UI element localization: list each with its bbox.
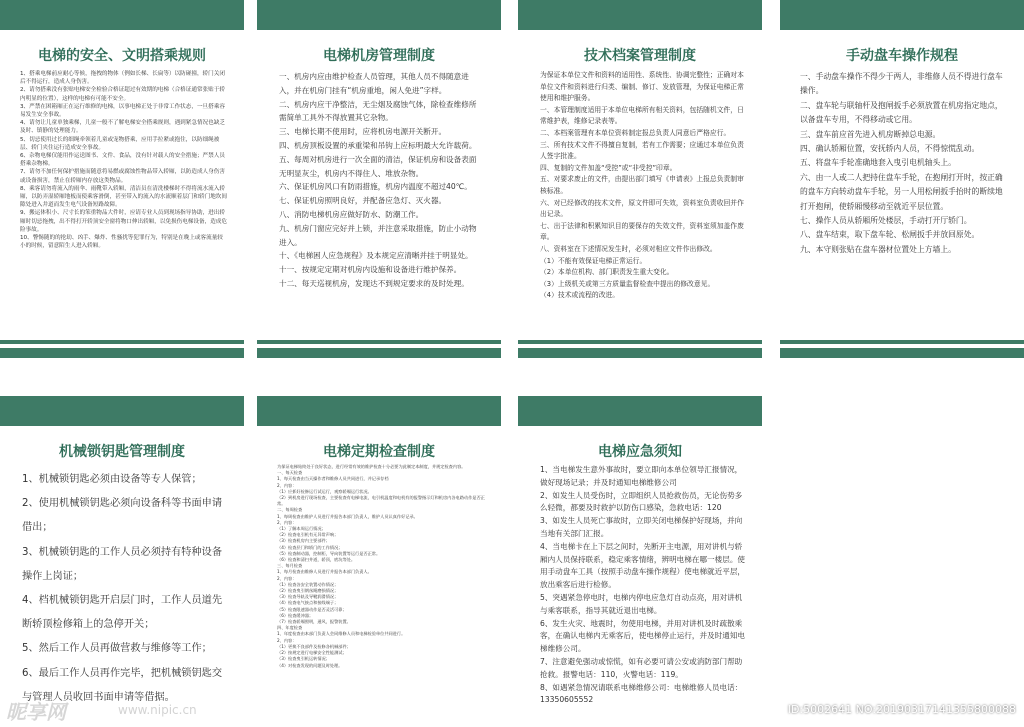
paragraph: 一、每天检查: [277, 470, 303, 476]
panel-header-bar: [780, 0, 1024, 30]
paragraph: 2、内容：: [277, 519, 297, 525]
paragraph: 6、杂物电梯仅能用作运送图书、文件、食品，没有针对载人的安全措施；严禁人员搭乘杂物梯。: [20, 153, 225, 168]
paragraph: 十一、按规定定期对机房内设施和设备进行维护保养。: [279, 265, 462, 275]
paragraph: 四、复制的文件加盖“受控”或“非受控”印章。: [540, 163, 677, 172]
paragraph: 1、每天检查由当天操作者和维修人员共同进行，并记录存档: [277, 476, 389, 482]
paragraph: 六、由一人或二人把持住盘车手轮，在抱闸打开时，按正确的盘车方向转动盘车手轮，另一人用松闸扳手抬时的断续地打开抱闸，使轿厢慢移动至就近平层位置。: [800, 172, 1003, 211]
paragraph: 2、请勿搭乘没有张贴电梯安全检验合格证超过有效期的电梯（合格证通常张贴于轿内明显的位置），这样的电梯有可能不安全。: [20, 87, 225, 102]
panel-title: 技术档案管理制度: [584, 48, 696, 64]
panel-body: [800, 70, 1010, 257]
paragraph: 2、如发生人员受伤时，立即组织人员抢救伤员，无论伤势多么轻微，都要及时救护以防伤口感染，急救电话：120: [540, 490, 743, 513]
paragraph: 一、手动盘车操作不得少于两人，非维修人员不得进行盘车操作。: [800, 72, 1003, 96]
document-panel-manual-winding: [780, 0, 1024, 368]
paragraph: 为保证本单位文件和资料的适用性、系统性、协调完整性；正确对本单位文件和资料进行归类、编制、修订、发放管理，为保证电梯正常使用和维护服务。: [540, 71, 744, 103]
paragraph: （2）检查电引机有无异常声响；: [277, 532, 339, 538]
panel-title: 电梯机房管理制度: [323, 48, 435, 64]
panel-footer-line: [0, 340, 244, 344]
paragraph: 二、本档案管理有本单位资料制定报总负责人同意后严格应行。: [540, 128, 731, 137]
paragraph: （2）到机房进行现场检查，主要检查有电梯电流，电引机温度和电机有的报警指示灯和机房内各电路动作是否正常。: [277, 495, 485, 507]
panel-body: [22, 468, 228, 710]
panel-title: 电梯定期检查制度: [323, 444, 435, 460]
paragraph: 七、保证机房照明良好，并配备应急灯、灭火器。: [279, 196, 447, 206]
paragraph: 三、盘车前应首先进入机房断掉总电源。: [800, 129, 941, 139]
paragraph: 1、年度检查由本部门负责人会同维修人员和电梯检验单位共同进行。: [277, 631, 406, 637]
paragraph: 4、请勿让儿童单独乘梯，儿童一般不了解电梯安全搭乘规则，遇到紧急情况也缺乏及时、镇静的处理能力。: [20, 120, 225, 135]
paragraph: 二、盘车轮与联轴杆及抱闸扳手必须放置在机房指定地点，以备盘车专用，不得移动或它用。: [800, 100, 1003, 125]
paragraph: 十、《电梯困人应急规程》及本规定应清晰并挂于明显处。: [279, 251, 473, 261]
paragraph: （4）对检查发现的问题及时处理。: [277, 662, 343, 668]
paragraph: 2、内容：: [277, 637, 297, 643]
paragraph: （1）检查各安全装置动作情况；: [277, 581, 339, 587]
panel-footer-bar: [518, 348, 762, 358]
paragraph: （4）检查电气接点和接线端子；: [277, 600, 339, 606]
panel-title: 机械锁钥匙管理制度: [59, 444, 185, 460]
paragraph: 1、每周检查由维护人员进行并报告本部门负责人，维护人员认真作好记录。: [277, 513, 418, 519]
paragraph: 8、乘客请勿将流入的雨伞、雨靴带入轿厢，清洁员在清洗楼梯时不得将流水流入轿厢，以防弄湿轿厢地板而使乘客滑倒，甚至带入的流入的水流顺着层门和轿门地坎间隙处进入井道而发生电气设备短路故障。: [20, 185, 227, 209]
paragraph: （3）上级机关或第三方质量监督检查中提出的修改意见。: [540, 279, 715, 288]
panel-footer-line: [518, 340, 762, 344]
paragraph: （5）检查制动器，控制柜，导向装置等运行是否正常。: [277, 550, 381, 556]
paragraph: 9、搬运体积小、尺寸长的笨重物品大件时，应请专业人员到现场指导协助，进出轿厢时切忌拖拽，出不得打开轿顶安全窗将物口伸出轿厢，以免损伤电梯设备，造成危险事故。: [20, 210, 227, 233]
panel-title: 电梯的安全、文明搭乘规则: [38, 48, 206, 64]
document-panel-key-management: [0, 396, 244, 727]
paragraph: 七、出于法律和积累知识目的要保存的失效文件，资料室须加盖作废章。: [540, 221, 744, 242]
paragraph: 3、机械锁钥匙的工作人员必须持有特种设备操作上岗证；: [22, 546, 223, 582]
panel-body: [540, 464, 748, 707]
paragraph: 6、发生火灾、地震时，勿使用电梯，并用对讲机及时疏散乘客，在确认电梯内无乘客后，使电梯停止运行，并及时通知电梯维修公司。: [540, 618, 746, 654]
paragraph: 十二、每天巡视机房，发现达不到规定要求的及时处理。: [279, 278, 469, 288]
paragraph: 六、对已经修改的技术文件，原文件即可失效，资料室负责收回并作出记录。: [540, 198, 744, 219]
paragraph: 九、本守则张贴在盘车器材位置处上方墙上。: [800, 244, 956, 254]
paragraph: （6）检查和清扫井道，轿顶，底坑等处。: [277, 557, 356, 563]
paragraph: 二、机房内应干净整洁，无尘烟及腐蚀气体，除检查维修所需简单工具外不得放置其它杂物。: [279, 99, 477, 123]
paragraph: 1、搭乘电梯前应耐心等候，拖拽的物体（例如长梯、长扁等）以防碰撞，轿门关闭后不得运行，造成人身伤害。: [20, 71, 225, 86]
document-panel-machine-room: [257, 0, 501, 368]
paragraph: （1）更换不良部件及检修各机械部件；: [277, 643, 351, 649]
paragraph: （1）了解本周运行情况；: [277, 526, 326, 532]
panel-header-bar: [0, 0, 244, 30]
panel-footer-bar: [780, 348, 1024, 358]
document-panel-safety-rules: [0, 0, 244, 368]
paragraph: （3）检查导轨及导靴润滑情况；: [277, 594, 339, 600]
paragraph: 4、当电梯卡在上下层之间时，先断开主电源，用对讲机与轿厢内人员保持联系，稳定乘客情绪，辨明电梯在哪一楼层。使用手动盘车工具（按照手动盘车操作规程）使电梯就近平层，放出乘客后进行检修。: [540, 541, 746, 590]
paragraph: 四、确认轿厢位置，安抚轿内人员，不得惊慌乱动。: [800, 144, 980, 154]
paragraph: 一、本管理制度适用于本单位电梯所有相关资料，包括随机文件，日常维护表，维修记录表等。: [540, 105, 744, 126]
paragraph: 四、年度检查: [277, 625, 303, 631]
paragraph: 2、内容：: [277, 482, 297, 488]
panel-title: 电梯应急须知: [598, 444, 682, 460]
paragraph: 3、严禁在困箱厢正在运行维修的电梯，以事电梯正处于非常工作状态，一旦搭乘容易发生安全事故。: [20, 103, 225, 119]
paragraph: 3、如发生人员死亡事故时，立即关闭电梯保护好现场，并向当地有关部门汇报。: [540, 516, 743, 538]
paragraph: 7、注意避免强动或惊慌，如有必要可请公安或消防部门帮助抢救。报警电话：110，火警电话：119。: [540, 656, 743, 679]
paragraph: 2、内容：: [277, 575, 297, 581]
panel-body: [20, 70, 228, 250]
paragraph: 8、如遇紧急情况请联系电梯维修公司：电梯维修人员电话：13350605552: [540, 682, 743, 705]
panel-footer-bar: [0, 348, 244, 358]
panel-header-bar: [257, 396, 501, 426]
paragraph: 八、盘车结束，取下盘车轮、松闸扳手并放回原处。: [800, 230, 980, 240]
paragraph: 三、每月检查: [277, 563, 303, 569]
panel-footer-line: [257, 340, 501, 344]
paragraph: （6）检查缓冲器；: [277, 612, 314, 618]
paragraph: （7）检查轿厢照明，通风，报警装置。: [277, 619, 351, 625]
watermark-url: www.nipic.cn: [118, 703, 197, 717]
paragraph: （3）检查机房内主要部件；: [277, 538, 330, 544]
paragraph: 10、瞥惕随的的抢劫、凶手、爆炸、性骚扰等犯罪行为，特别是在晚上或客流量较小的时候，留意陌生人进入轿厢。: [20, 235, 223, 250]
paragraph: 三、电梯长期不使用时，应将机房电源开关断开。: [279, 127, 447, 137]
paragraph: 1、机械锁钥匙必须由设备等专人保管；: [22, 474, 202, 485]
paragraph: 八、资料室在下述情况发生时，必须对相应文件作出修改。: [540, 244, 717, 253]
paragraph: （2）本单位机构、部门职责发生重大变化。: [540, 268, 674, 277]
paragraph: 6、最后工作人员再作完毕，把机械锁钥匙交与管理人员收回书面申请等借据。: [22, 667, 223, 703]
paragraph: 三、所有技术文件不得擅自复制，若有工作需要；应通过本单位负责人签字批准。: [540, 140, 744, 161]
paragraph: （2）检查曳引钢丝绳磨损情况；: [277, 588, 339, 594]
paragraph: 为保证电梯始终处于良好状态，进行经常有效的维护检查十分必要为此制定本制度，并规定检查内容。: [277, 464, 466, 469]
document-panel-emergency: [518, 396, 762, 727]
panel-body: [279, 70, 483, 291]
panel-title: 手动盘车操作规程: [846, 48, 958, 64]
paragraph: 四、机房顶板设置的承重梁和吊钩上应标明最大允许载荷。: [279, 140, 477, 150]
watermark-logo: 昵享网: [6, 700, 66, 724]
paragraph: 5、切忌使用过长的细绳牵领着儿童或宠物搭乘，应用手拉紧或抱住，以防细绳被层、轿门夹住运行造成安全事故。: [20, 136, 220, 151]
paragraph: 7、请勿不加任何保护措施而随意将易燃或腐蚀性物品带入轿厢，以防造成人身伤害或设备损害，禁止在轿厢内存放这类物品。: [20, 169, 225, 184]
watermark-id: ID:5002641 NO:20190317141355800088: [787, 703, 1016, 716]
panel-header-bar: [518, 0, 762, 30]
panel-footer-bar: [257, 348, 501, 358]
paragraph: 七、操作人员从轿厢所处楼层，手动打开厅轿门。: [800, 216, 972, 226]
paragraph: 二、每周检查: [277, 507, 303, 513]
paragraph: 八、消防电梯机房应做好防水、防潮工作。: [279, 209, 424, 219]
paragraph: 1、当电梯发生意外事故时，要立即向本单位领导汇报情况，做好现场记录；并及时通知电梯维修公司: [540, 465, 743, 487]
paragraph: 5、突遇紧急停电时，电梯内停电应急灯自动点亮，用对讲机与乘客联系，指导其就近退出电梯。: [540, 592, 743, 615]
paragraph: （5）检查限速器动作是否灵活可靠；: [277, 606, 347, 612]
document-panel-tech-archive: [518, 0, 762, 368]
paragraph: 一、机房内应由维护检查人员管理，其他人员不得随意进入，并在机房门挂有“机房重地，闲人免进”字样。: [279, 72, 469, 95]
paragraph: （4）检查层门和轿门的工作情况；: [277, 544, 343, 550]
paragraph: 九、机房门窗应完好并上锁，并注意采取措施，防止小动物进入。: [279, 223, 477, 247]
panel-header-bar: [0, 396, 244, 426]
panel-header-bar: [257, 0, 501, 30]
paragraph: （1）应抓好检修运行试运行，观察轿厢运行状况。: [277, 488, 372, 494]
panel-body: [277, 464, 487, 669]
panel-header-bar: [518, 396, 762, 426]
paragraph: 五、将盘车手轮准确地套入曳引电机轴头上。: [800, 158, 956, 168]
paragraph: （2）按规定进行电梯安全性能测试；: [277, 650, 347, 656]
paragraph: （1）不能有效保证电梯正常运行。: [540, 256, 647, 265]
paragraph: 2、使用机械锁钥匙必须向设备科等书面申请借出；: [22, 498, 223, 534]
document-panel-periodic-inspection: [257, 396, 501, 727]
paragraph: 1、每月检查由维修人员进行并报告本部门负责人。: [277, 569, 372, 575]
paragraph: （3）检查曳引机运转情况；: [277, 656, 330, 662]
paragraph: 五、每周对机房进行一次全面的清洁，保证机房和设备表面无明显灰尘，机房内不得住人、堆放杂物。: [279, 154, 477, 178]
paragraph: 五、对要求废止的文件，由提出部门填写《申请表》上报总负责制审核标准。: [540, 175, 744, 195]
paragraph: 4、档机械锁钥匙开启层门时，工作人员道先断轿顶检修箱上的急停开关；: [22, 595, 223, 631]
panel-body: [540, 70, 746, 302]
panel-footer-line: [780, 340, 1024, 344]
paragraph: 六、保证机房风口有防雨措施，机房内温度不超过40℃。: [279, 182, 472, 192]
paragraph: 5、然后工作人员再做营救与维修等工作；: [22, 643, 212, 655]
paragraph: （4）技术或流程的改进。: [540, 291, 620, 300]
